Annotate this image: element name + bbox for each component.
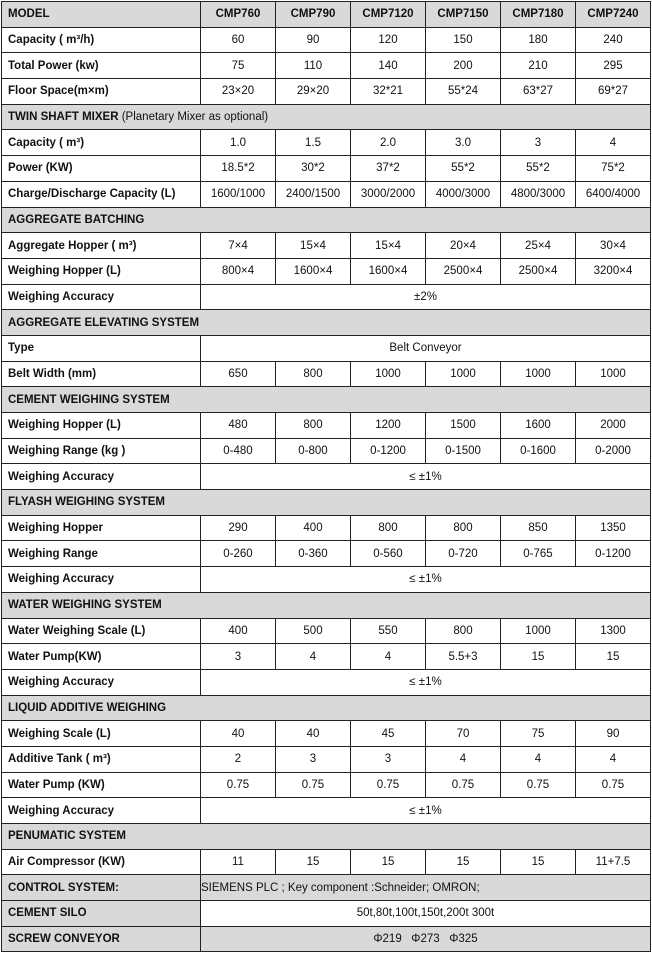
row-label: Water Pump (KW) [2,772,201,798]
cell-value: 75*2 [576,156,651,182]
cell-value: 110 [276,53,351,79]
row-label: CEMENT SILO [2,901,201,927]
cell-value: 1600×4 [276,258,351,284]
cell-value: 15 [576,644,651,670]
cell-value: 70 [426,721,501,747]
cell-value: 1350 [576,515,651,541]
cell-value: 800 [426,618,501,644]
cell-value: 4 [276,644,351,670]
cell-value: 0-1500 [426,438,501,464]
table-row [2,438,651,464]
cell-value: 550 [351,618,426,644]
cell-value: 20×4 [426,233,501,259]
model-name: CMP7120 [351,2,426,28]
cell-value: 0-1600 [501,438,576,464]
cell-value: 32*21 [351,79,426,105]
cell-value: 1200 [351,413,426,439]
table-row [2,515,651,541]
cell-value: 15 [501,849,576,875]
cell-value: 23×20 [201,79,276,105]
control-system-row [2,875,651,901]
table-row [2,156,651,182]
cell-value: 30*2 [276,156,351,182]
cement-silo-value: 50t,80t,100t,150t,200t 300t [201,901,651,927]
table-row [2,361,651,387]
screw-conveyor-row [2,926,651,952]
section-header [2,104,651,130]
cell-value: 37*2 [351,156,426,182]
cell-value: 800 [276,413,351,439]
cell-value: 480 [201,413,276,439]
cell-value: 40 [276,721,351,747]
cell-value: 2.0 [351,130,426,156]
cell-value: 0.75 [576,772,651,798]
section-title: CEMENT WEIGHING SYSTEM [2,387,651,413]
cell-value: 0-1200 [576,541,651,567]
cell-value: 0.75 [201,772,276,798]
cell-value: 210 [501,53,576,79]
table-row [2,721,651,747]
cell-value: 11+7.5 [576,849,651,875]
cell-value: 4800/3000 [501,181,576,207]
table-row [2,27,651,53]
row-label: Weighing Range [2,541,201,567]
table-row [2,567,651,593]
row-label: Aggregate Hopper ( m³) [2,233,201,259]
cell-value: 0-1200 [351,438,426,464]
row-label: Weighing Accuracy [2,464,201,490]
cell-value: 180 [501,27,576,53]
table-row [2,644,651,670]
cell-value: 2500×4 [426,258,501,284]
cell-value: 1500 [426,413,501,439]
row-label: Total Power (kw) [2,53,201,79]
cell-value: 4000/3000 [426,181,501,207]
cell-value: 0-800 [276,438,351,464]
cell-value: 0-260 [201,541,276,567]
merged-value: ≤ ±1% [201,669,651,695]
model-name: CMP7180 [501,2,576,28]
cell-value: 1000 [501,361,576,387]
model-name: CMP7240 [576,2,651,28]
cell-value: 0.75 [276,772,351,798]
table-row [2,335,651,361]
cell-value: 1000 [426,361,501,387]
table-row [2,258,651,284]
cell-value: 55*24 [426,79,501,105]
cell-value: 4 [426,746,501,772]
cell-value: 0.75 [351,772,426,798]
row-label: Floor Space(m×m) [2,79,201,105]
section-header [2,592,651,618]
cell-value: 3 [201,644,276,670]
cell-value: 1600/1000 [201,181,276,207]
cell-value: 2400/1500 [276,181,351,207]
cell-value: 6400/4000 [576,181,651,207]
table-row [2,79,651,105]
cell-value: 150 [426,27,501,53]
cell-value: 0-765 [501,541,576,567]
row-label: Weighing Range (kg ) [2,438,201,464]
section-header [2,387,651,413]
section-title: FLYASH WEIGHING SYSTEM [2,490,651,516]
section-title: WATER WEIGHING SYSTEM [2,592,651,618]
cell-value: 2500×4 [501,258,576,284]
section-header [2,207,651,233]
merged-value: Belt Conveyor [201,335,651,361]
cell-value: 1000 [351,361,426,387]
row-label: Weighing Accuracy [2,669,201,695]
control-system-value: SIEMENS PLC ; Key component :Schneider; OMRON; [201,875,651,901]
row-label: Water Pump(KW) [2,644,201,670]
table-row [2,746,651,772]
row-label: CONTROL SYSTEM: [2,875,201,901]
row-label: Weighing Accuracy [2,284,201,310]
row-label: Power (KW) [2,156,201,182]
cell-value: 1600×4 [351,258,426,284]
cell-value: 25×4 [501,233,576,259]
cell-value: 4 [576,130,651,156]
cell-value: 4 [501,746,576,772]
screw-conveyor-value: Φ219 Φ273 Φ325 [201,926,651,952]
cell-value: 7×4 [201,233,276,259]
cell-value: 650 [201,361,276,387]
cell-value: 0-560 [351,541,426,567]
row-label: Weighing Hopper (L) [2,258,201,284]
row-label: Type [2,335,201,361]
cell-value: 0-720 [426,541,501,567]
cell-value: 800 [426,515,501,541]
cell-value: 295 [576,53,651,79]
cell-value: 45 [351,721,426,747]
cell-value: 15 [351,849,426,875]
cell-value: 0-360 [276,541,351,567]
cell-value: 2000 [576,413,651,439]
cell-value: 11 [201,849,276,875]
section-note: (Planetary Mixer as optional) [118,111,269,124]
section-header [2,310,651,336]
section-header [2,490,651,516]
model-label: MODEL [2,2,201,28]
cell-value: 0-480 [201,438,276,464]
cell-value: 3 [501,130,576,156]
cell-value: 1.5 [276,130,351,156]
cell-value: 400 [276,515,351,541]
spec-table [1,1,651,952]
table-row [2,130,651,156]
row-label: Weighing Hopper (L) [2,413,201,439]
cell-value: 15×4 [351,233,426,259]
cell-value: 15×4 [276,233,351,259]
row-label: Weighing Scale (L) [2,721,201,747]
row-label: Weighing Accuracy [2,567,201,593]
cell-value: 2 [201,746,276,772]
cell-value: 75 [201,53,276,79]
cell-value: 800 [351,515,426,541]
cell-value: 15 [501,644,576,670]
cell-value: 3200×4 [576,258,651,284]
cell-value: 90 [276,27,351,53]
table-row [2,849,651,875]
table-row [2,284,651,310]
cement-silo-row [2,901,651,927]
row-label: Additive Tank ( m³) [2,746,201,772]
cell-value: 69*27 [576,79,651,105]
row-label: SCREW CONVEYOR [2,926,201,952]
cell-value: 1600 [501,413,576,439]
cell-value: 120 [351,27,426,53]
row-label: Water Weighing Scale (L) [2,618,201,644]
section-header [2,695,651,721]
row-label: Air Compressor (KW) [2,849,201,875]
cell-value: 30×4 [576,233,651,259]
merged-value: ≤ ±1% [201,464,651,490]
table-row [2,669,651,695]
cell-value: 55*2 [426,156,501,182]
cell-value: 63*27 [501,79,576,105]
table-row [2,181,651,207]
cell-value: 5.5+3 [426,644,501,670]
cell-value: 60 [201,27,276,53]
section-title-text: TWIN SHAFT MIXER [8,111,119,124]
table-row [2,541,651,567]
cell-value: 0-2000 [576,438,651,464]
section-title: AGGREGATE ELEVATING SYSTEM [2,310,651,336]
section-header [2,824,651,850]
section-title: LIQUID ADDITIVE WEIGHING [2,695,651,721]
cell-value: 40 [201,721,276,747]
cell-value: 29×20 [276,79,351,105]
cell-value: 4 [576,746,651,772]
row-label: Weighing Hopper [2,515,201,541]
cell-value: 1300 [576,618,651,644]
cell-value: 200 [426,53,501,79]
cell-value: 18.5*2 [201,156,276,182]
model-name: CMP790 [276,2,351,28]
merged-value: ≤ ±1% [201,567,651,593]
cell-value: 400 [201,618,276,644]
cell-value: 55*2 [501,156,576,182]
model-name: CMP7150 [426,2,501,28]
row-label: Capacity ( m³) [2,130,201,156]
cell-value: 800×4 [201,258,276,284]
cell-value: 0.75 [426,772,501,798]
cell-value: 3 [351,746,426,772]
cell-value: 15 [426,849,501,875]
cell-value: 850 [501,515,576,541]
cell-value: 3000/2000 [351,181,426,207]
row-label: Charge/Discharge Capacity (L) [2,181,201,207]
merged-value: ±2% [201,284,651,310]
table-row [2,798,651,824]
row-label: Belt Width (mm) [2,361,201,387]
cell-value: 800 [276,361,351,387]
table-row [2,464,651,490]
cell-value: 1.0 [201,130,276,156]
cell-value: 75 [501,721,576,747]
cell-value: 1000 [501,618,576,644]
section-title: AGGREGATE BATCHING [2,207,651,233]
cell-value: 0.75 [501,772,576,798]
cell-value: 290 [201,515,276,541]
section-title [2,104,651,130]
table-row [2,233,651,259]
cell-value: 4 [351,644,426,670]
cell-value: 500 [276,618,351,644]
cell-value: 240 [576,27,651,53]
table-row [2,618,651,644]
row-label: Capacity ( m³/h) [2,27,201,53]
cell-value: 15 [276,849,351,875]
merged-value: ≤ ±1% [201,798,651,824]
section-title: PENUMATIC SYSTEM [2,824,651,850]
table-row [2,772,651,798]
model-header-row [2,2,651,28]
row-label: Weighing Accuracy [2,798,201,824]
cell-value: 3 [276,746,351,772]
table-row [2,53,651,79]
model-name: CMP760 [201,2,276,28]
cell-value: 140 [351,53,426,79]
table-row [2,413,651,439]
cell-value: 3.0 [426,130,501,156]
cell-value: 90 [576,721,651,747]
cell-value: 1000 [576,361,651,387]
